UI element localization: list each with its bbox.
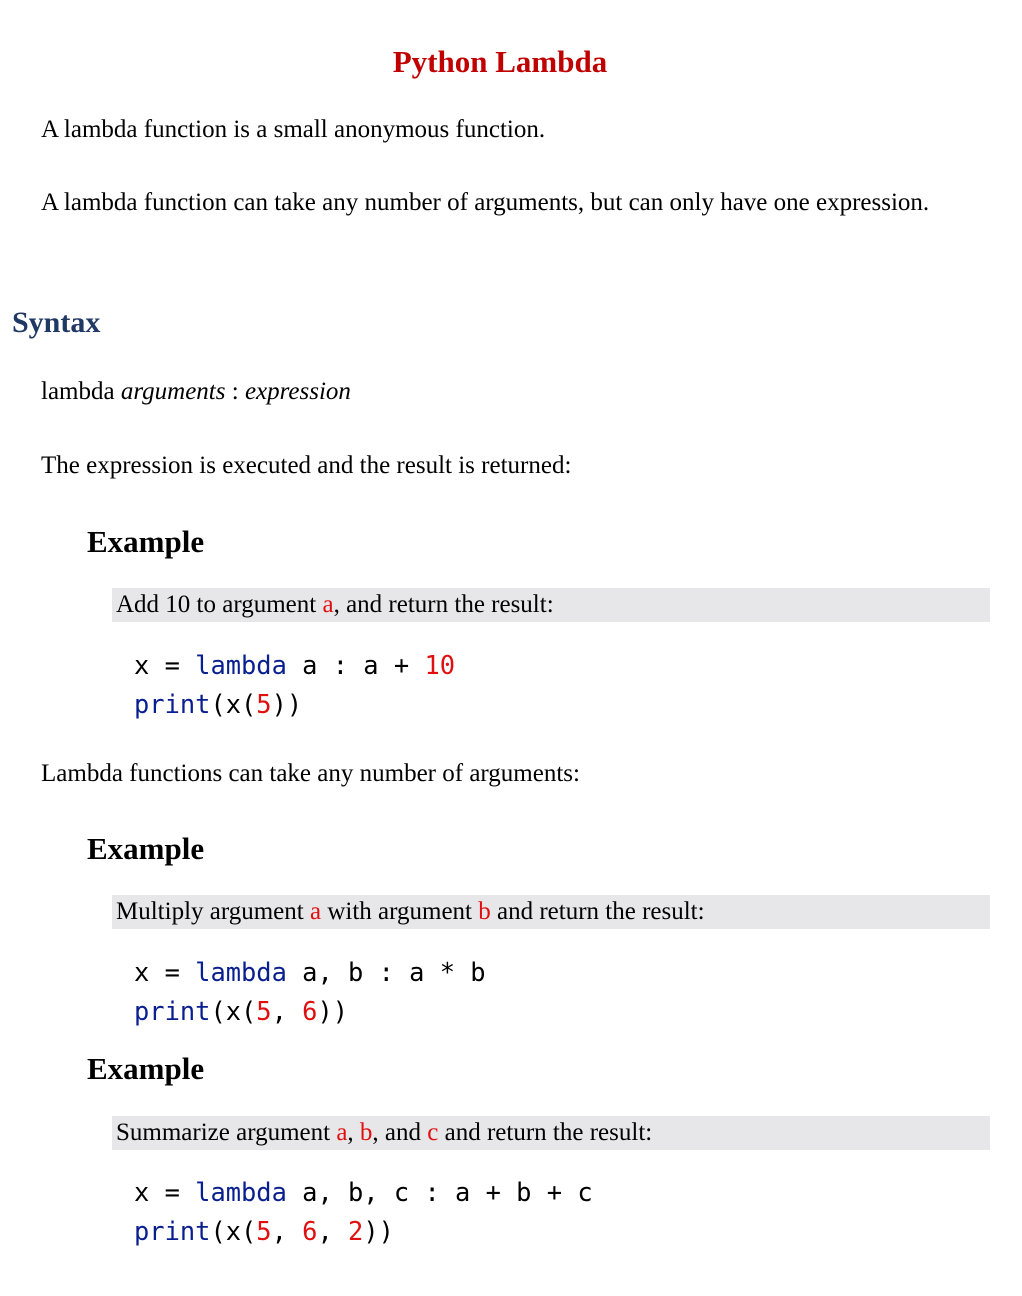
example-2-note-arg-b: b xyxy=(478,898,491,925)
syntax-arguments: arguments xyxy=(120,378,226,405)
code-keyword: print xyxy=(134,689,211,719)
example-2-heading: Example xyxy=(87,831,205,866)
example-2-code xyxy=(134,953,486,1031)
example-1-note xyxy=(112,588,990,622)
example-3-note-sep-1: , xyxy=(347,1119,360,1146)
code-line xyxy=(134,685,455,724)
between-paragraph: Lambda functions can take any number of arguments: xyxy=(41,760,580,787)
example-3-note-text-end: and return the result: xyxy=(438,1119,653,1146)
code-number: 10 xyxy=(424,650,456,680)
example-1-heading: Example xyxy=(87,524,205,559)
example-1-code xyxy=(134,646,455,724)
example-2-note xyxy=(112,895,990,929)
example-2-note-text-end: and return the result: xyxy=(490,898,705,925)
code-number: 6 xyxy=(302,1216,318,1246)
example-1-note-arg-a: a xyxy=(322,591,334,618)
code-token: )) xyxy=(317,996,349,1026)
code-token: x = xyxy=(134,650,196,680)
code-token: x = xyxy=(134,957,196,987)
syntax-description: The expression is executed and the result is returned: xyxy=(41,452,572,479)
code-token: a, b, c : a + b + c xyxy=(286,1177,593,1207)
code-keyword: lambda xyxy=(195,1177,287,1207)
code-line xyxy=(134,1212,593,1251)
syntax-keyword: lambda xyxy=(41,378,115,405)
code-number: 5 xyxy=(256,996,272,1026)
example-3-note-sep-2: , and xyxy=(372,1119,428,1146)
example-3-note xyxy=(112,1116,990,1150)
code-token: , xyxy=(271,996,303,1026)
code-token: (x( xyxy=(210,1216,257,1246)
code-token: , xyxy=(317,1216,349,1246)
example-3-heading: Example xyxy=(87,1051,205,1086)
code-line xyxy=(134,646,455,685)
code-number: 6 xyxy=(302,996,318,1026)
code-number: 5 xyxy=(256,1216,272,1246)
example-3-note-text: Summarize argument xyxy=(116,1119,337,1146)
page-title: Python Lambda xyxy=(392,44,608,79)
example-3-note-arg-b: b xyxy=(359,1119,373,1146)
syntax-expression: expression xyxy=(244,378,351,405)
code-token: )) xyxy=(271,689,303,719)
intro-paragraph-1: A lambda function is a small anonymous function. xyxy=(41,116,546,143)
code-keyword: print xyxy=(134,996,211,1026)
example-3-note-arg-a: a xyxy=(336,1119,348,1146)
code-number: 2 xyxy=(348,1216,364,1246)
code-token: )) xyxy=(363,1216,394,1246)
syntax-heading: Syntax xyxy=(12,306,101,339)
example-2-note-text: Multiply argument xyxy=(116,898,310,925)
code-token: (x( xyxy=(210,996,257,1026)
example-2-note-text-mid: with argument xyxy=(321,898,479,925)
code-keyword: lambda xyxy=(195,650,287,680)
code-token: , xyxy=(271,1216,303,1246)
code-line xyxy=(134,1173,593,1212)
code-token: x = xyxy=(134,1177,196,1207)
example-3-note-arg-c: c xyxy=(427,1119,439,1146)
example-1-note-text-end: , and return the result: xyxy=(333,591,554,618)
code-line xyxy=(134,992,486,1031)
code-token: a, b : a * b xyxy=(286,957,486,987)
example-2-note-arg-a: a xyxy=(309,898,322,925)
syntax-separator: : xyxy=(225,378,245,405)
code-token: (x( xyxy=(210,689,257,719)
code-keyword: print xyxy=(134,1216,211,1246)
code-keyword: lambda xyxy=(195,957,287,987)
code-line xyxy=(134,953,486,992)
intro-paragraph-2: A lambda function can take any number of arguments, but can only have one expression. xyxy=(41,189,930,216)
code-number: 5 xyxy=(256,689,272,719)
code-token: a : a + xyxy=(286,650,425,680)
example-1-note-text: Add 10 to argument xyxy=(116,591,323,618)
example-3-code xyxy=(134,1173,593,1251)
syntax-line xyxy=(41,370,351,414)
